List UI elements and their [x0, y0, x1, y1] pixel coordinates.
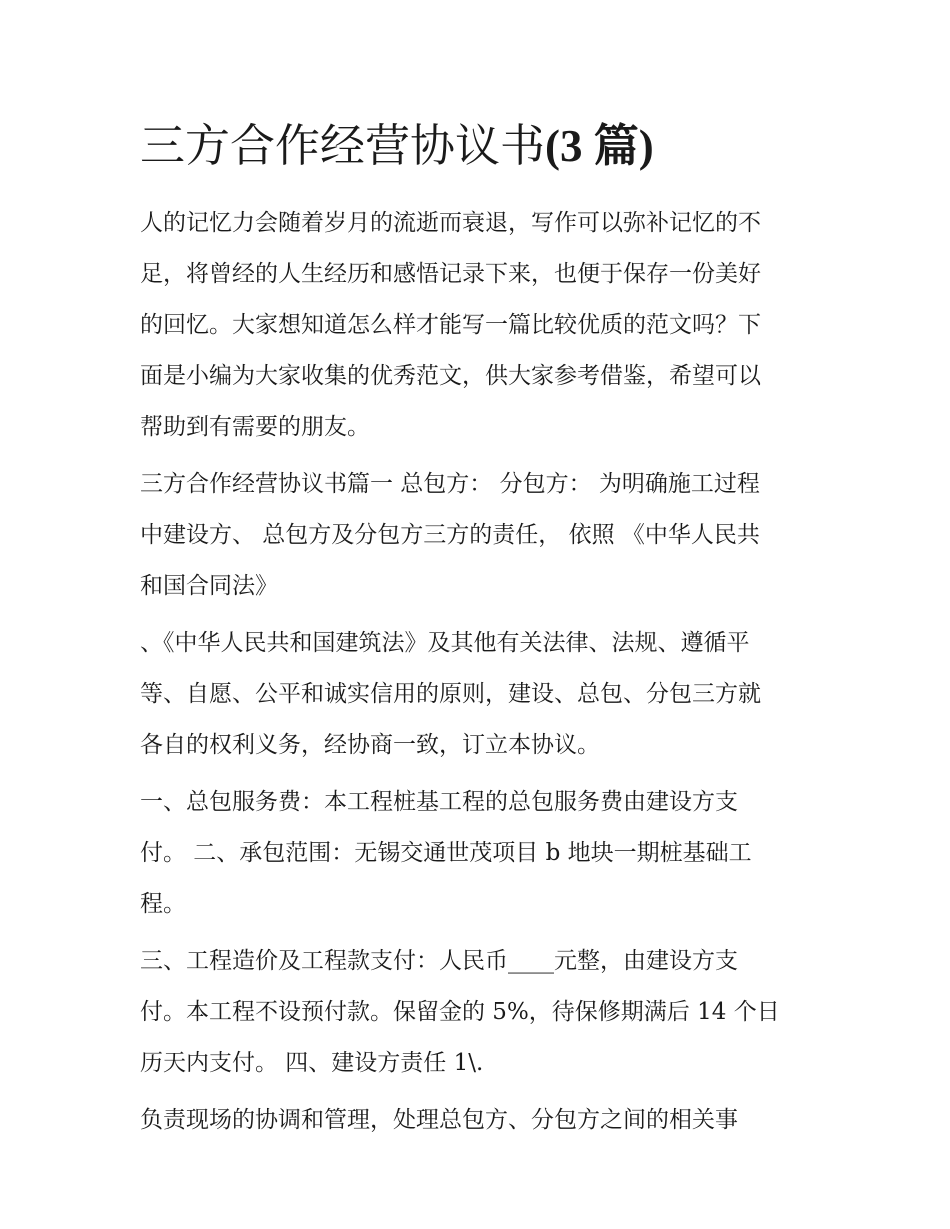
text-line: 面是小编为大家收集的优秀范文，供大家参考借鉴，希望可以 — [140, 363, 761, 389]
paragraph-clause-one — [140, 777, 820, 930]
paragraph-parties — [140, 459, 820, 612]
document-body — [140, 198, 820, 1152]
text-line: 程。 — [140, 891, 186, 917]
document-title — [140, 114, 654, 178]
text-line: 一、总包服务费：本工程桩基工程的总包服务费由建设方支 — [140, 789, 738, 815]
text-line: 的回忆。大家想知道怎么样才能写一篇比较优质的范文吗？下 — [140, 312, 761, 338]
text-line: 人的记忆力会随着岁月的流逝而衰退，写作可以弥补记忆的不 — [140, 210, 761, 236]
text-line: 历天内支付。 四、建设方责任 1\. — [140, 1050, 484, 1076]
text-line: 中建设方、 总包方及分包方三方的责任， 依照 《中华人民共 — [140, 522, 760, 548]
text-line: 帮助到有需要的朋友。 — [140, 414, 370, 440]
text-line: 付。本工程不设预付款。保留金的 5%，待保修期满后 14 个日 — [140, 999, 780, 1025]
text-line: 三、工程造价及工程款支付：人民币____元整，由建设方支 — [140, 948, 738, 974]
text-line: 负责现场的协调和管理，处理总包方、分包方之间的相关事 — [140, 1107, 738, 1133]
text-line: 三方合作经营协议书篇一 总包方： 分包方： 为明确施工过程 — [140, 471, 760, 497]
paragraph-intro — [140, 198, 820, 453]
text-line: 各自的权利义务，经协商一致，订立本协议。 — [140, 732, 600, 758]
text-line: 足，将曾经的人生经历和感悟记录下来，也便于保存一份美好 — [140, 261, 761, 287]
title-text: 三方合作经营协议书 — [140, 119, 546, 172]
text-line: 、《中华人民共和国建筑法》及其他有关法律、法规、遵循平 — [140, 630, 750, 656]
text-line: 付。 二、承包范围：无锡交通世茂项目 b 地块一期桩基础工 — [140, 840, 752, 866]
title-suffix: (3 篇) — [545, 121, 654, 171]
paragraph-responsibility — [140, 1095, 820, 1146]
text-line: 和国合同法》 — [140, 573, 278, 599]
paragraph-basis — [140, 618, 820, 771]
paragraph-clause-three — [140, 936, 820, 1089]
text-line: 等、自愿、公平和诚实信用的原则，建设、总包、分包三方就 — [140, 681, 761, 707]
